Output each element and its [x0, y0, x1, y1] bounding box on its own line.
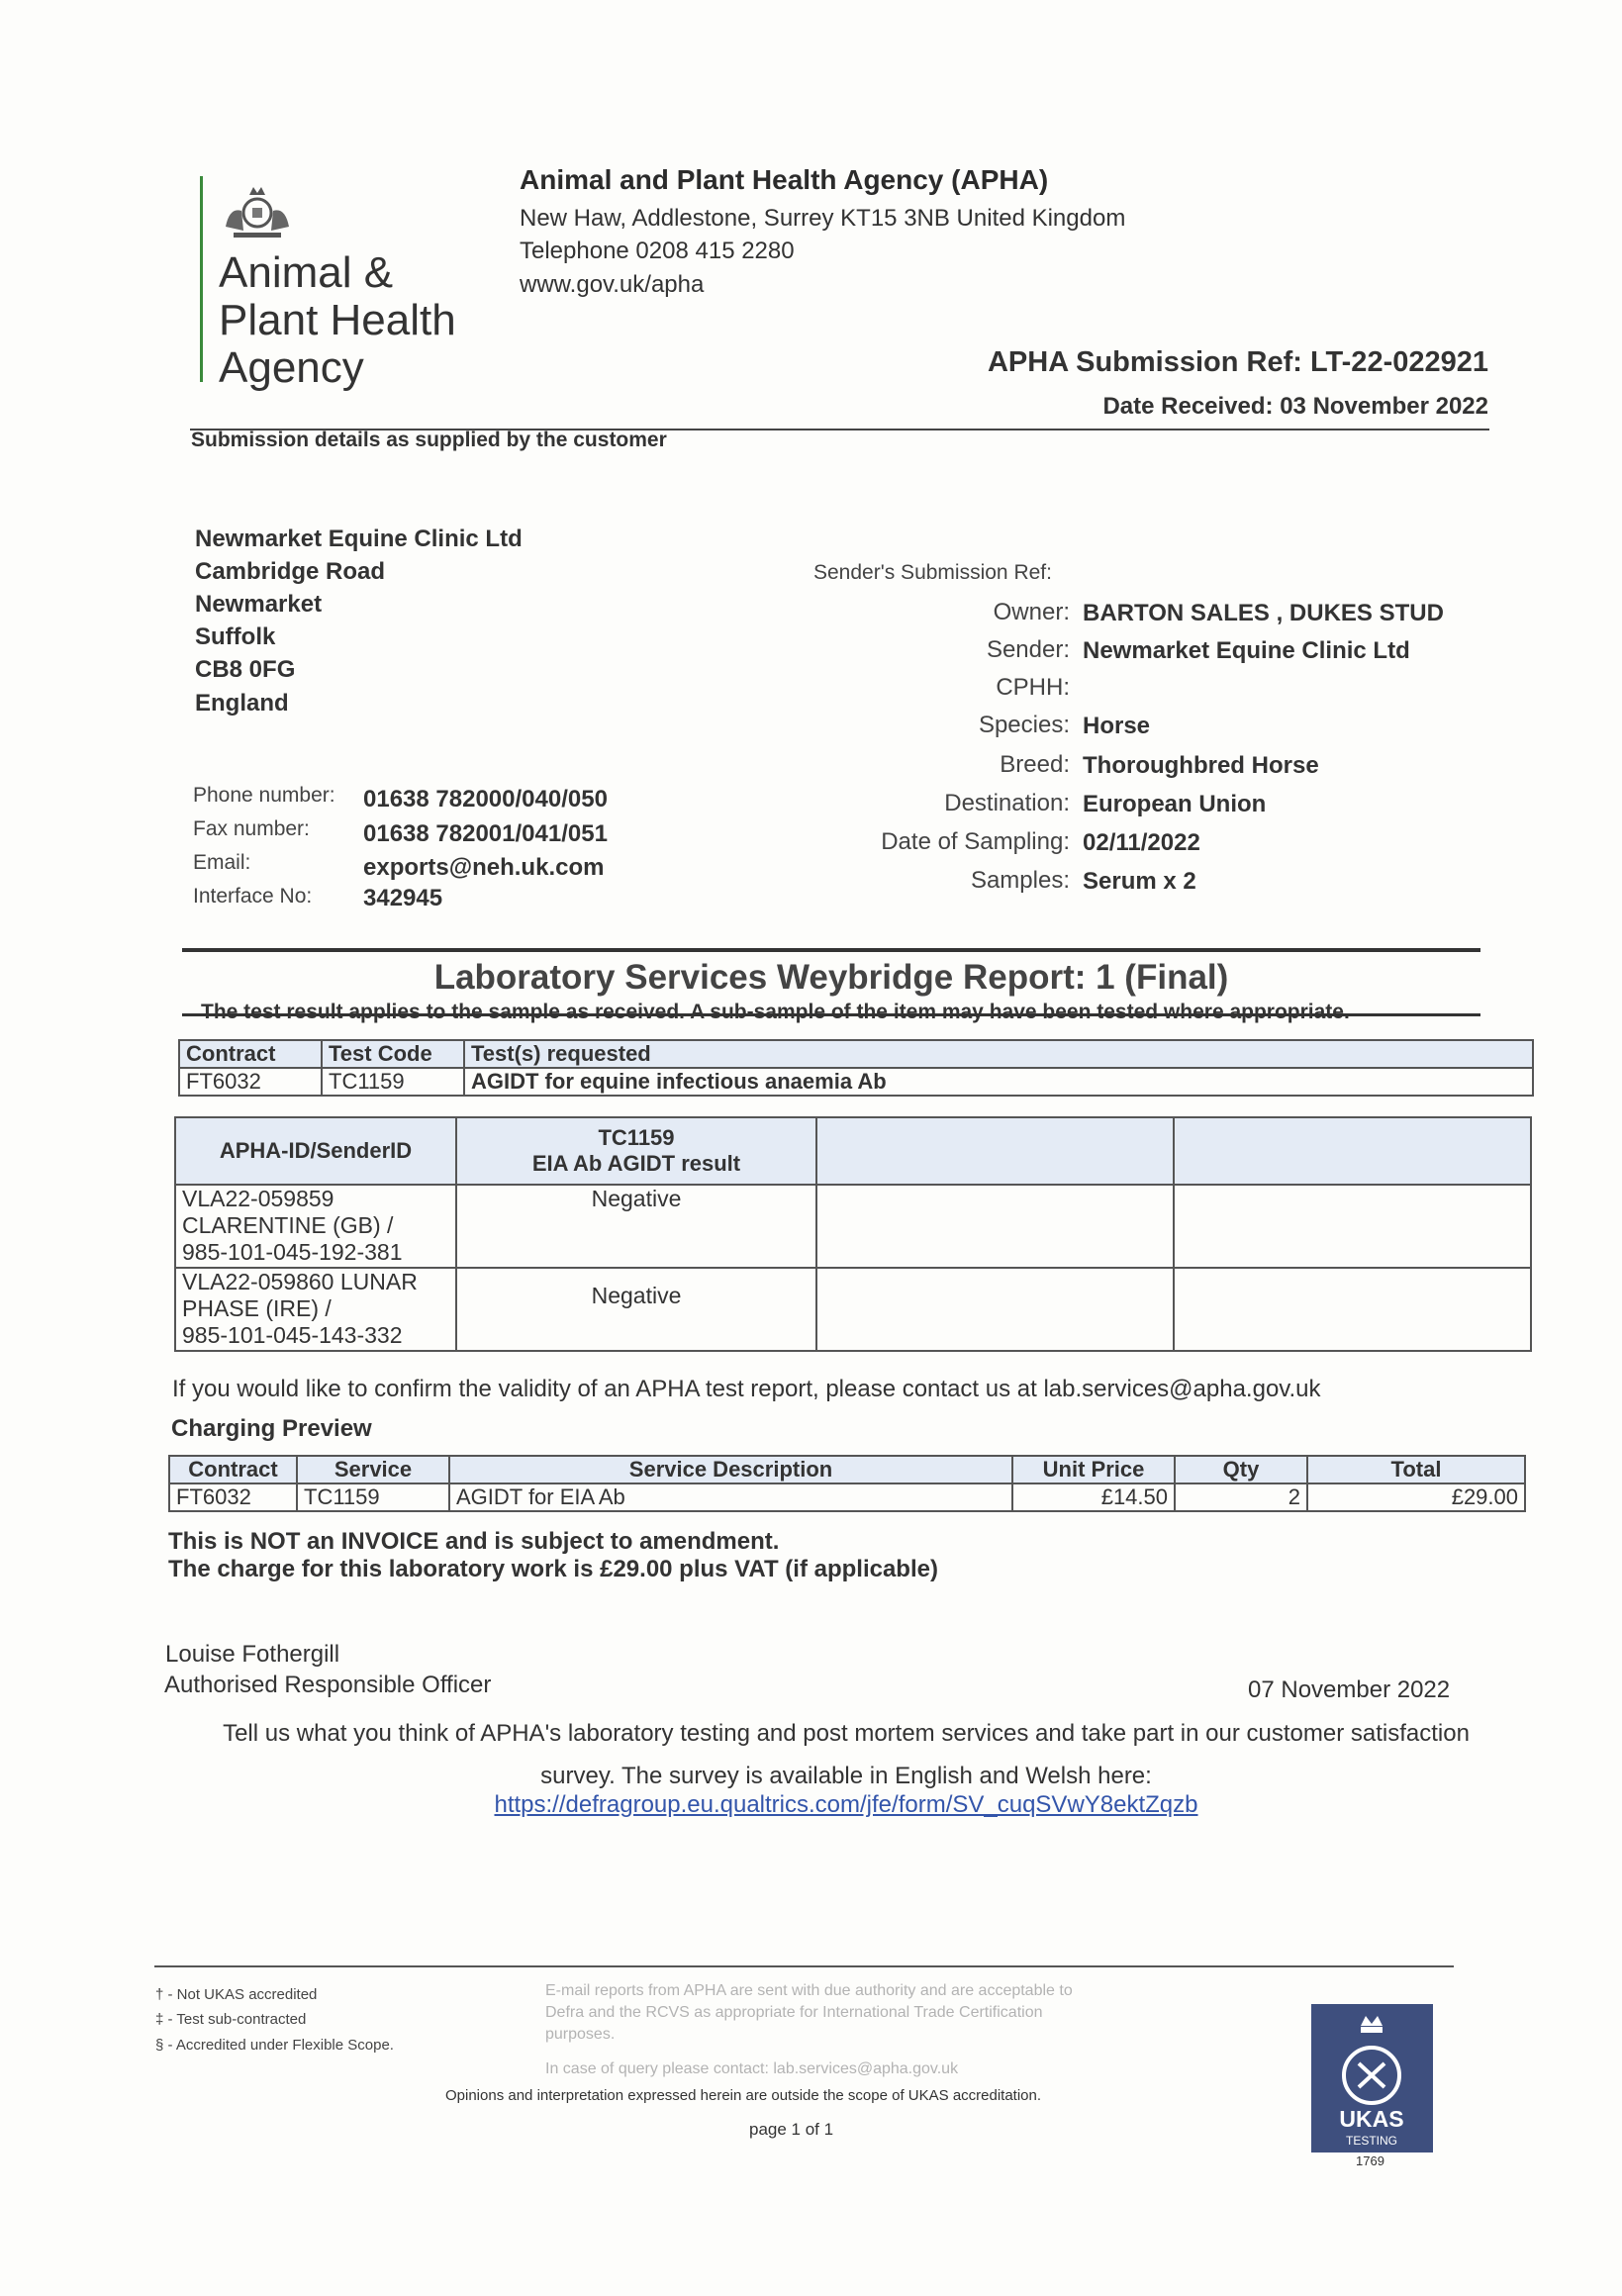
sample-id-line: PHASE (IRE) /	[182, 1295, 332, 1321]
table-cell: FT6032	[169, 1483, 297, 1511]
org-address: New Haw, Addlestone, Surrey KT15 3NB United Kingdom	[520, 205, 1126, 232]
org-telephone: Telephone 0208 415 2280	[520, 238, 795, 264]
column-header	[1174, 1117, 1531, 1185]
submission-caption: Submission details as supplied by the customer	[191, 429, 667, 451]
sender-ref-label: Sender's Submission Ref:	[813, 561, 1052, 584]
species-value: Horse	[1083, 713, 1151, 739]
divider	[182, 948, 1480, 952]
logo-divider	[200, 176, 203, 382]
charge-note: The charge for this laboratory work is £29.00 plus VAT (if applicable)	[168, 1556, 938, 1582]
report-date: 07 November 2022	[1248, 1676, 1451, 1703]
email-label: Email:	[193, 851, 251, 874]
results-table	[174, 1116, 1532, 1352]
owner-label: Owner:	[993, 599, 1070, 625]
table-cell: £29.00	[1307, 1483, 1525, 1511]
table-header-row	[179, 1040, 1533, 1068]
interface-label: Interface No:	[193, 885, 313, 908]
fax-label: Fax number:	[193, 817, 310, 840]
email-note: E-mail reports from APHA are sent with due authority and are acceptable to	[545, 1982, 1073, 1999]
samples-value: Serum x 2	[1083, 868, 1196, 895]
legend-item: ‡ - Test sub-contracted	[155, 2011, 307, 2028]
column-header	[816, 1117, 1174, 1185]
email-value: exports@neh.uk.com	[363, 854, 605, 881]
email-note: Defra and the RCVS as appropriate for International Trade Certification	[545, 2004, 1043, 2021]
org-name: Animal and Plant Health Agency (APHA)	[520, 164, 1049, 195]
table-cell: FT6032	[179, 1068, 322, 1096]
sample-id-line: CLARENTINE (GB) /	[182, 1212, 394, 1238]
ukas-number: 1769	[1356, 2153, 1384, 2168]
ukas-disclaimer: Opinions and interpretation expressed herein are outside the scope of UKAS accreditation.	[445, 2087, 1042, 2104]
sampling-value: 02/11/2022	[1083, 829, 1200, 856]
ukas-testing: TESTING	[1345, 2134, 1398, 2148]
sample-id-line: VLA22-059859	[182, 1186, 334, 1211]
sample-id-line: VLA22-059860 LUNAR	[182, 1269, 418, 1294]
result-cell: Negative	[456, 1185, 816, 1268]
result-cell: Negative	[456, 1268, 816, 1351]
table-header-row	[169, 1456, 1525, 1483]
table-cell: AGIDT for EIA Ab	[449, 1483, 1012, 1511]
table-cell	[816, 1268, 1174, 1351]
officer-name: Louise Fothergill	[165, 1641, 340, 1668]
table-cell: 2	[1175, 1483, 1307, 1511]
logo-line: Plant Health	[219, 296, 456, 344]
table-row	[179, 1068, 1533, 1096]
table-header-row	[175, 1117, 1531, 1185]
species-label: Species:	[978, 712, 1070, 738]
column-header	[456, 1117, 816, 1185]
agency-logo-text	[219, 249, 456, 392]
table-cell: £14.50	[1012, 1483, 1175, 1511]
sample-id-cell	[175, 1268, 456, 1351]
column-header: Test Code	[322, 1040, 464, 1068]
table-cell: AGIDT for equine infectious anaemia Ab	[464, 1068, 1533, 1096]
divider	[154, 1965, 1454, 1967]
test-name-header: EIA Ab AGIDT result	[531, 1151, 741, 1176]
date-received: Date Received: 03 November 2022	[1102, 393, 1488, 420]
table-cell: TC1159	[297, 1483, 449, 1511]
destination-value: European Union	[1083, 791, 1267, 817]
address-line: Cambridge Road	[195, 558, 386, 585]
address-line: Newmarket Equine Clinic Ltd	[195, 526, 523, 552]
validity-note: If you would like to confirm the validity of an APHA test report, please contact us at lab.services@apha.gov.uk	[172, 1376, 1321, 1402]
cphh-label: CPHH:	[996, 674, 1070, 701]
sender-label: Sender:	[986, 636, 1070, 663]
column-header: Contract	[169, 1456, 297, 1483]
phone-label: Phone number:	[193, 784, 335, 807]
column-header: Total	[1307, 1456, 1525, 1483]
report-note: The test result applies to the sample as received. A sub-sample of the item may have been tested where appropriate.	[201, 1001, 1350, 1023]
charging-title: Charging Preview	[171, 1415, 372, 1442]
samples-label: Samples:	[970, 867, 1070, 894]
org-website: www.gov.uk/apha	[520, 271, 705, 298]
table-row	[175, 1268, 1531, 1351]
legend-item: † - Not UKAS accredited	[155, 1986, 318, 2003]
logo-line: Agency	[219, 343, 364, 392]
logo-line: Animal &	[219, 248, 394, 297]
column-header: Qty	[1175, 1456, 1307, 1483]
sender-value: Newmarket Equine Clinic Ltd	[1083, 637, 1410, 664]
survey-text: Tell us what you think of APHA's laboratory testing and post mortem services and take part in our customer satisfaction	[223, 1720, 1470, 1747]
table-row	[169, 1483, 1525, 1511]
table-cell	[1174, 1185, 1531, 1268]
column-header: Service	[297, 1456, 449, 1483]
destination-label: Destination:	[944, 790, 1070, 816]
phone-value: 01638 782000/040/050	[363, 786, 608, 813]
column-header: APHA-ID/SenderID	[175, 1117, 456, 1185]
interface-value: 342945	[363, 885, 443, 911]
owner-value: BARTON SALES , DUKES STUD	[1083, 600, 1444, 626]
sampling-label: Date of Sampling:	[881, 828, 1070, 855]
address-line: CB8 0FG	[195, 656, 296, 683]
address-line: Suffolk	[195, 623, 276, 650]
fax-value: 01638 782001/041/051	[363, 820, 608, 847]
sample-id-line: 985-101-045-143-332	[182, 1322, 403, 1348]
sample-id-line: 985-101-045-192-381	[182, 1239, 403, 1265]
address-line: Newmarket	[195, 591, 323, 618]
page-number: page 1 of 1	[749, 2120, 834, 2139]
breed-label: Breed:	[1000, 751, 1070, 778]
survey-text: survey. The survey is available in English and Welsh here:	[540, 1763, 1152, 1789]
not-invoice-note: This is NOT an INVOICE and is subject to amendment.	[168, 1528, 780, 1555]
column-header: Unit Price	[1012, 1456, 1175, 1483]
ukas-word: UKAS	[1339, 2106, 1404, 2132]
royal-crest-icon	[220, 181, 295, 242]
submission-ref: APHA Submission Ref: LT-22-022921	[987, 346, 1488, 378]
address-line: England	[195, 690, 289, 717]
breed-value: Thoroughbred Horse	[1083, 752, 1319, 779]
email-note: purposes.	[545, 2026, 616, 2043]
test-code-header: TC1159	[598, 1125, 675, 1150]
table-cell	[816, 1185, 1174, 1268]
report-title: Laboratory Services Weybridge Report: 1 (Final)	[433, 958, 1229, 997]
table-row	[175, 1185, 1531, 1268]
charging-table	[168, 1455, 1526, 1512]
query-note: In case of query please contact: lab.services@apha.gov.uk	[545, 2060, 959, 2077]
tests-table	[178, 1039, 1534, 1097]
table-cell	[1174, 1268, 1531, 1351]
sample-id-cell	[175, 1185, 456, 1268]
officer-title: Authorised Responsible Officer	[164, 1672, 492, 1698]
column-header: Contract	[179, 1040, 322, 1068]
survey-link[interactable]: https://defragroup.eu.qualtrics.com/jfe/form/SV_cuqSVwY8ektZqzb	[494, 1791, 1198, 1818]
column-header: Test(s) requested	[464, 1040, 1533, 1068]
legend-item: § - Accredited under Flexible Scope.	[155, 2037, 394, 2054]
column-header: Service Description	[449, 1456, 1012, 1483]
table-cell: TC1159	[322, 1068, 464, 1096]
ukas-badge-icon	[1311, 2004, 1433, 2152]
